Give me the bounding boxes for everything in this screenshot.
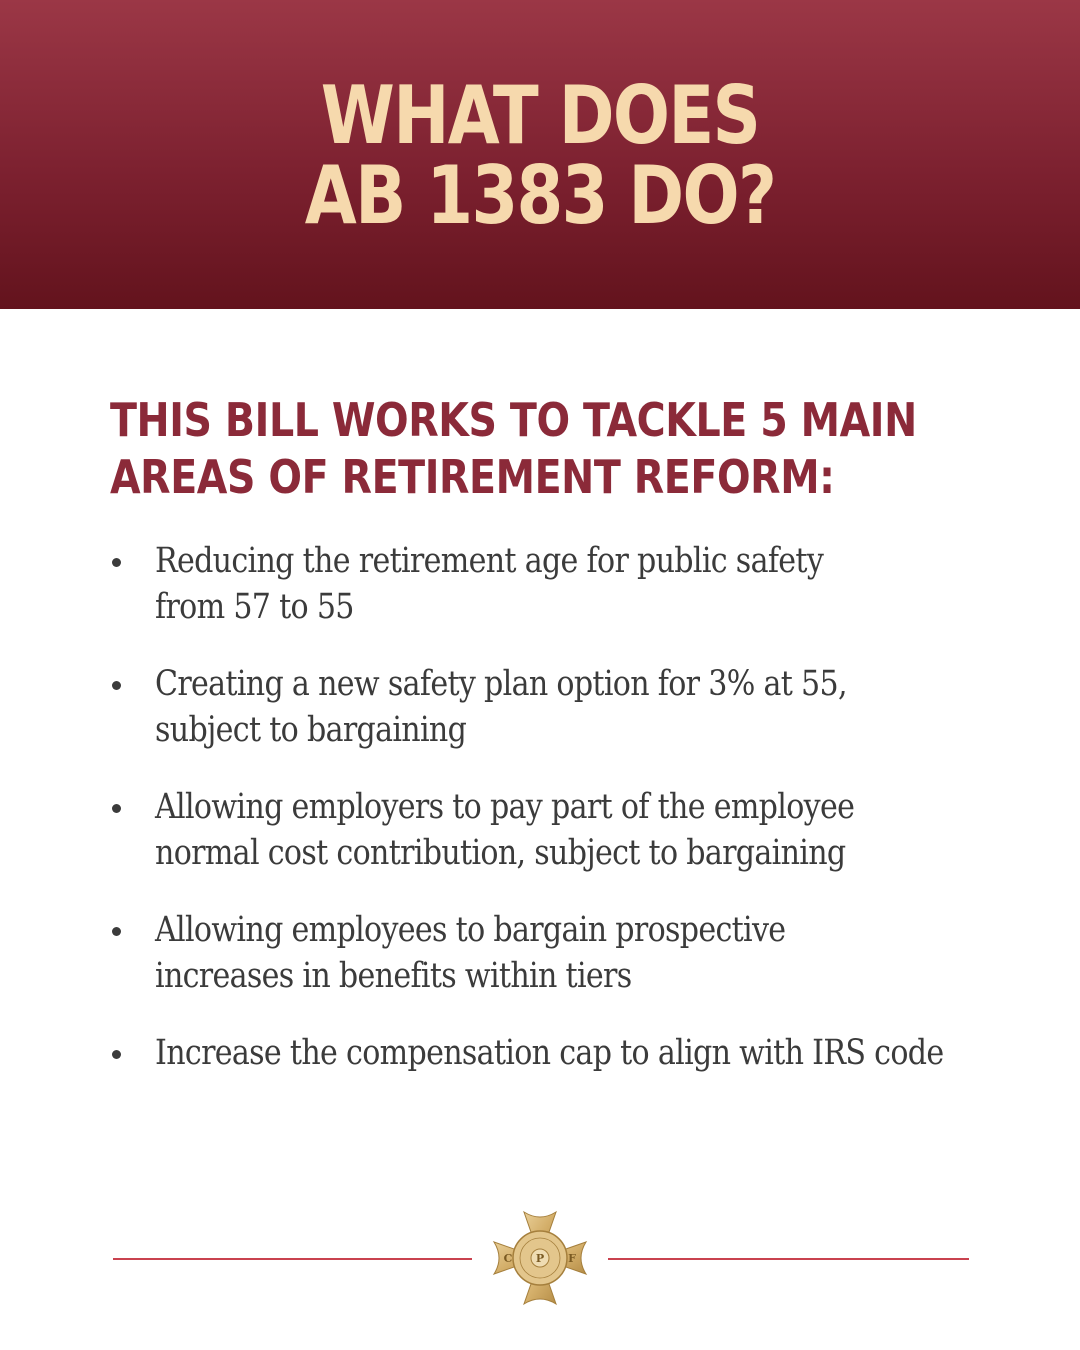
badge-letter-f: F <box>568 1252 576 1265</box>
list-item <box>110 538 1010 630</box>
section-heading-line-1: THIS BILL WORKS TO TACKLE 5 MAIN <box>110 393 917 447</box>
bullet-icon <box>112 558 121 567</box>
footer-divider-left <box>113 1258 472 1260</box>
page-title <box>304 68 776 242</box>
bullet-list <box>110 538 1010 1107</box>
list-item <box>110 907 1010 999</box>
header-banner <box>0 0 1080 309</box>
list-item-line: Reducing the retirement age for public safety <box>155 541 824 581</box>
badge-letter-c: C <box>503 1252 513 1265</box>
list-item-line: from 57 to 55 <box>155 587 354 627</box>
badge-letter-p: P <box>535 1252 545 1265</box>
page-title-line-2: AB 1383 DO? <box>304 148 776 242</box>
footer-divider-right <box>608 1258 969 1260</box>
bullet-icon <box>112 1050 121 1059</box>
bullet-icon <box>112 804 121 813</box>
list-item-line: Creating a new safety plan option for 3% at 55, <box>155 664 847 704</box>
list-item <box>110 1030 1010 1076</box>
section-heading <box>110 392 917 506</box>
maltese-cross-badge-icon <box>490 1208 590 1308</box>
list-item-line: increases in benefits within tiers <box>155 956 632 996</box>
list-item-line: subject to bargaining <box>155 710 467 750</box>
badge-graphic <box>490 1208 590 1308</box>
page-title-line-1: WHAT DOES <box>320 68 760 162</box>
list-item-line: normal cost contribution, subject to bargaining <box>155 833 846 873</box>
bullet-icon <box>112 681 121 690</box>
list-item-line: Allowing employees to bargain prospective <box>155 910 786 950</box>
bullet-icon <box>112 927 121 936</box>
section-heading-line-2: AREAS OF RETIREMENT REFORM: <box>110 450 835 504</box>
list-item-line: Increase the compensation cap to align with IRS code <box>155 1033 944 1073</box>
list-item <box>110 661 1010 753</box>
list-item <box>110 784 1010 876</box>
list-item-line: Allowing employers to pay part of the employee <box>155 787 855 827</box>
